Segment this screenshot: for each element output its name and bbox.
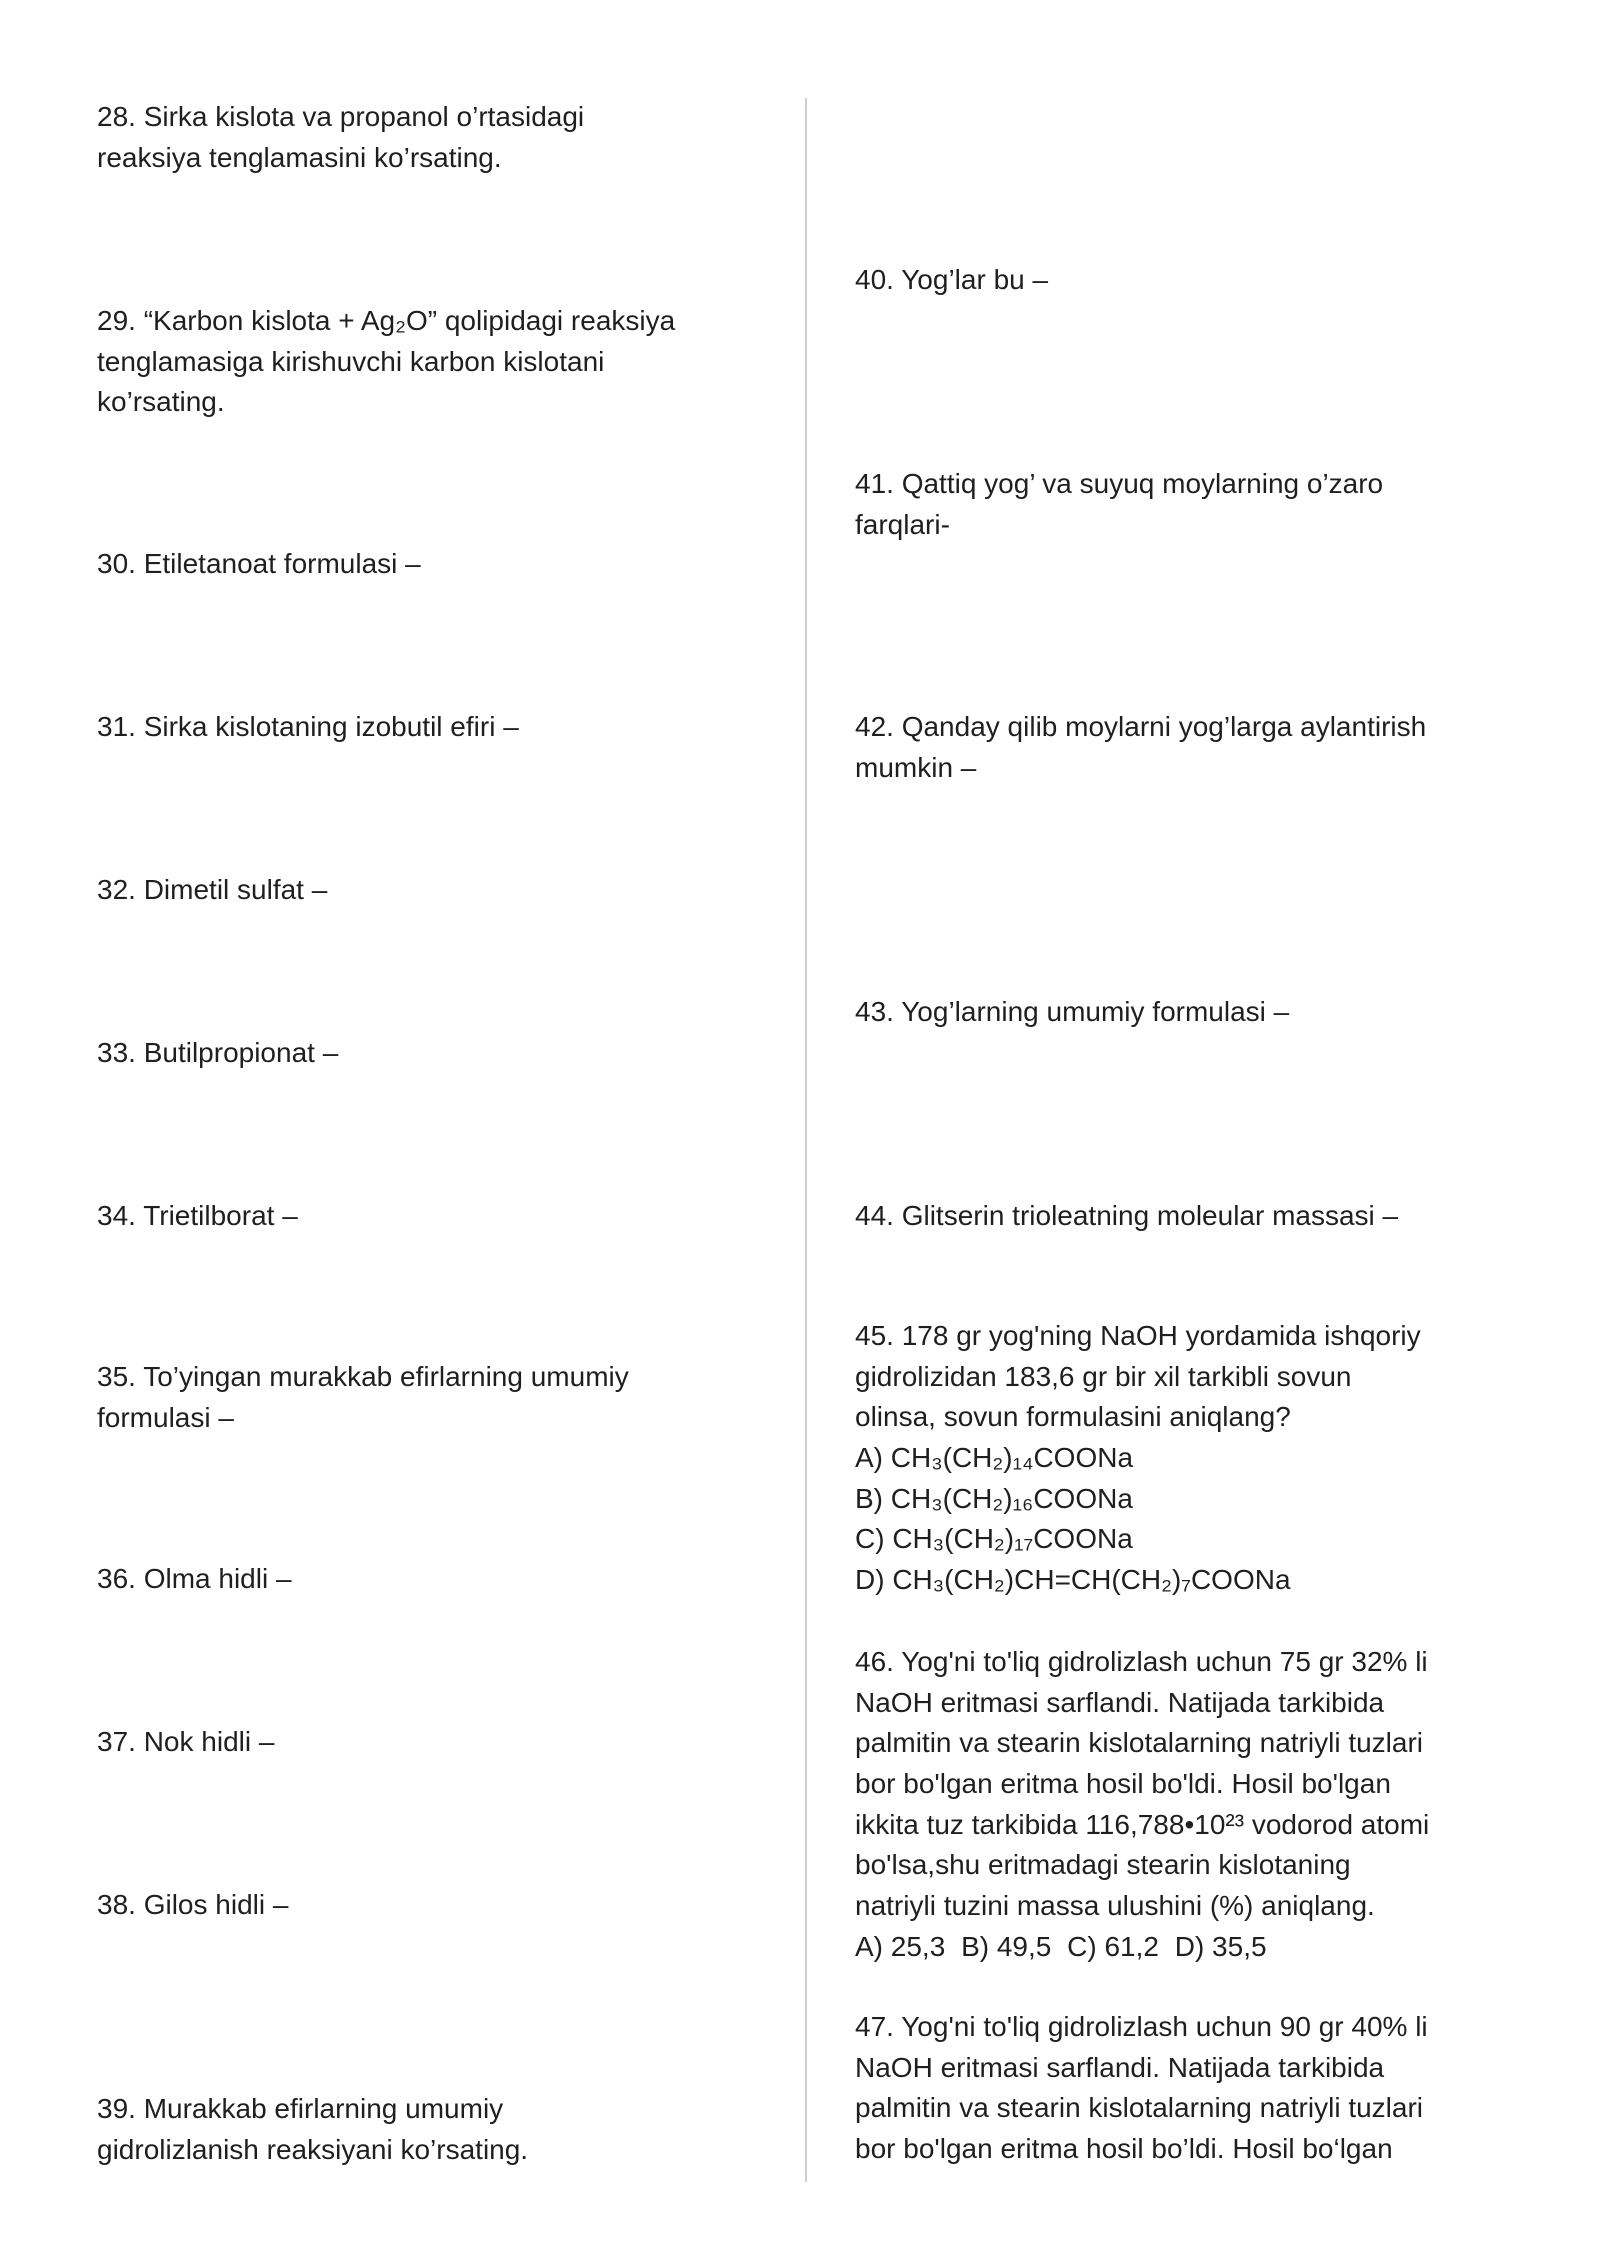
question-text-line: 33. Butilpropionat – (97, 1037, 339, 1068)
question-text-line: ikkita tuz tarkibida 116,788•10²³ vodorod atomi (855, 1808, 1430, 1840)
answer-option-c: C) 61,2 (1067, 1930, 1159, 1962)
question-text-line: 30. Etiletanoat formulasi – (97, 548, 421, 579)
question-text-line: 47. Yog'ni to'liq gidrolizlash uchun 90 gr 40% li (855, 2011, 1428, 2042)
question-37 (97, 1722, 274, 1763)
question-47 (855, 2007, 1428, 2170)
answer-option-d: D) 35,5 (1174, 1930, 1267, 1962)
question-28 (97, 97, 584, 178)
answer-option-a: A) 25,3 (855, 1930, 946, 1962)
question-34 (97, 1196, 298, 1237)
question-text-line: NaOH eritmasi sarflandi. Natijada tarkibida (855, 2051, 1385, 2083)
question-42 (855, 707, 1426, 788)
question-text-line: olinsa, sovun formulasini aniqlang? (855, 1401, 1291, 1433)
question-32 (97, 870, 327, 911)
question-text-line: bor bo'lgan eritma hosil bo'ldi. Hosil bo'lgan (855, 1768, 1391, 1800)
question-text-line: 37. Nok hidli – (97, 1726, 275, 1757)
answer-option-b: B) 49,5 (961, 1930, 1052, 1962)
question-44 (855, 1196, 1398, 1237)
question-text-line: 36. Olma hidli – (97, 1563, 292, 1594)
question-text-line: 43. Yog’larning umumiy formulasi – (855, 996, 1290, 1027)
question-40 (855, 260, 1048, 301)
question-30 (97, 544, 421, 585)
question-text-line: 32. Dimetil sulfat – (97, 874, 328, 905)
question-33 (97, 1033, 338, 1074)
question-text-line: tenglamasiga kirishuvchi karbon kislotani (97, 345, 605, 377)
question-45 (855, 1316, 1421, 1601)
answer-option-a: A) CH₃(CH₂)₁₄COONa (855, 1442, 1134, 1474)
answer-options-row (855, 1927, 1429, 1968)
question-39 (97, 2089, 528, 2170)
question-text-line: bo'lsa,shu eritmadagi stearin kislotaning (855, 1849, 1351, 1881)
question-text-line: 40. Yog’lar bu – (855, 264, 1049, 295)
question-text-line: 45. 178 gr yog'ning NaOH yordamida ishqoriy (855, 1320, 1421, 1351)
question-text-line: 41. Qattiq yog’ va suyuq moylarning o’zaro (855, 468, 1384, 499)
question-36 (97, 1559, 292, 1600)
question-text-line: ko’rsating. (97, 386, 225, 418)
question-text-line: 46. Yog'ni to'liq gidrolizlash uchun 75 gr 32% li (855, 1646, 1428, 1677)
question-text-line: 39. Murakkab efirlarning umumiy (97, 2093, 504, 2124)
question-text-line: 31. Sirka kislotaning izobutil efiri – (97, 711, 519, 742)
question-38 (97, 1885, 288, 1926)
question-31 (97, 707, 519, 748)
question-29 (97, 301, 675, 423)
question-text-line: 35. To’yingan murakkab efirlarning umumiy (97, 1361, 629, 1392)
question-text-line: reaksiya tenglamasini ko’rsating. (97, 141, 502, 173)
question-text-line: gidrolizlanish reaksiyani ko’rsating. (97, 2133, 529, 2165)
question-text-line: palmitin va stearin kislotalarning natriyli tuzlari (855, 1727, 1424, 1759)
answer-option-b: B) CH₃(CH₂)₁₆COONa (855, 1482, 1133, 1514)
question-text-line: palmitin va stearin kislotalarning natriyli tuzlari (855, 2092, 1424, 2124)
question-text-line: 34. Trietilborat – (97, 1200, 298, 1231)
question-text-line: 38. Gilos hidli – (97, 1889, 289, 1920)
answer-option-c: C) CH₃(CH₂)₁₇COONa (855, 1523, 1133, 1555)
question-text-line: 29. “Karbon kislota + Ag₂O” qolipidagi reaksiya (97, 305, 676, 336)
question-text-line: natriyli tuzini massa ulushini (%) aniqlang. (855, 1890, 1375, 1922)
answer-option-d: D) CH₃(CH₂)CH=CH(CH₂)₇COONa (855, 1564, 1291, 1596)
question-text-line: 28. Sirka kislota va propanol o’rtasidagi (97, 101, 585, 132)
question-text-line: 44. Glitserin trioleatning moleular massasi – (855, 1200, 1399, 1231)
question-text-line: mumkin – (855, 751, 977, 783)
question-text-line: gidrolizidan 183,6 gr bir xil tarkibli sovun (855, 1360, 1352, 1392)
question-43 (855, 992, 1289, 1033)
question-text-line: farqlari- (855, 508, 950, 540)
question-text-line: formulasi – (97, 1401, 234, 1433)
question-text-line: bor bo'lgan eritma hosil bo’ldi. Hosil bo‘lgan (855, 2133, 1393, 2165)
question-35 (97, 1357, 629, 1438)
column-divider (805, 98, 807, 2182)
question-text-line: NaOH eritmasi sarflandi. Natijada tarkibida (855, 1686, 1385, 1718)
question-46 (855, 1642, 1429, 1968)
question-text-line: 42. Qanday qilib moylarni yog’larga aylantirish (855, 711, 1427, 742)
question-41 (855, 464, 1383, 545)
